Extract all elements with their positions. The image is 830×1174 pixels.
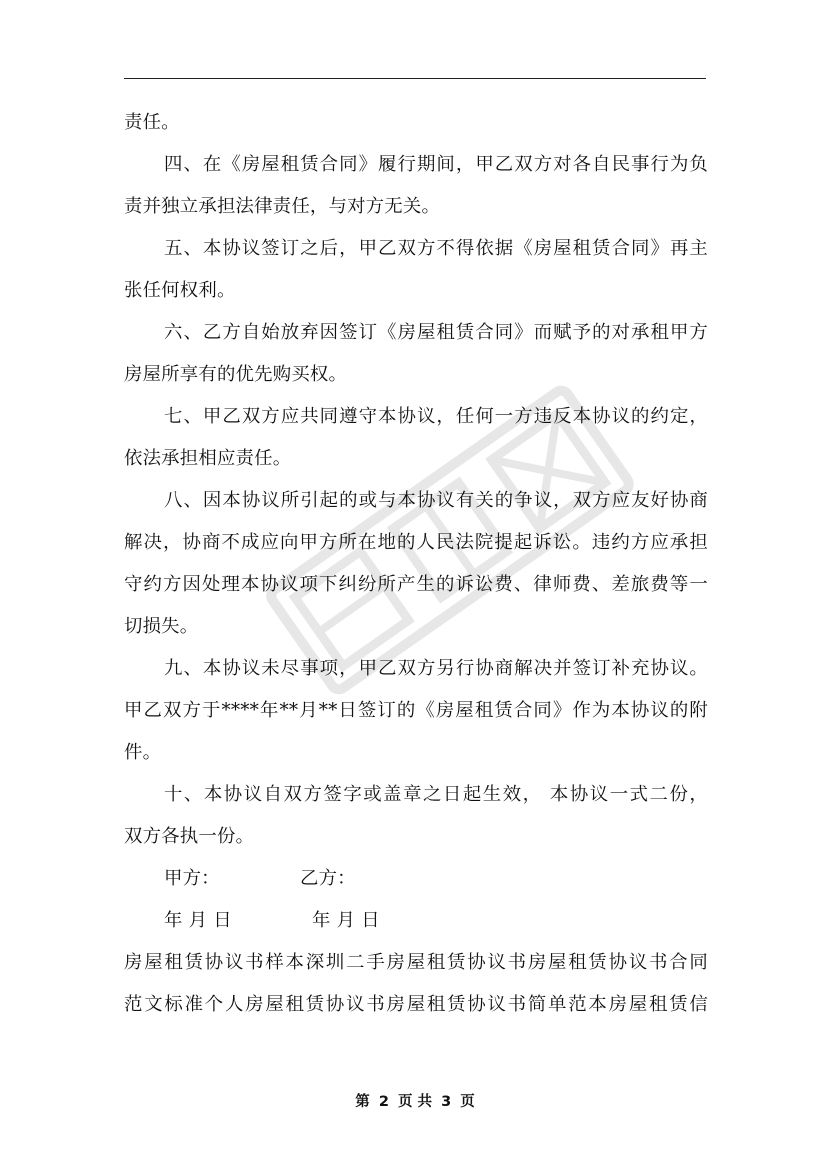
footer-current-page: 2	[378, 1094, 389, 1110]
clause-10-line-1: 十、本协议自双方签字或盖章之日起生效， 本协议一式二份，	[164, 784, 708, 805]
body-line: 责任。	[124, 112, 180, 133]
clause-4-line-1: 四、在《房屋租赁合同》履行期间，甲乙双方对各自民事行为负	[164, 154, 708, 175]
clause-7-line-1: 七、甲乙双方应共同遵守本协议，任何一方违反本协议的约定，	[164, 406, 708, 427]
clause-5-line-2: 张任何权利。	[124, 280, 236, 301]
clause-8-line-2: 解决，协商不成应向甲方所在地的人民法院提起诉讼。违约方应承担	[124, 532, 708, 553]
clause-6-line-2: 房屋所享有的优先购买权。	[124, 364, 348, 385]
clause-6-line-1: 六、乙方自始放弃因签订《房屋租赁合同》而赋予的对承租甲方	[164, 322, 708, 343]
party-a-date: 年 月 日	[164, 910, 232, 931]
clause-7-line-2: 依法承担相应责任。	[124, 448, 292, 469]
related-links-line-2: 范文标准个人房屋租赁协议书房屋租赁协议书简单范本房屋租赁信	[124, 994, 708, 1015]
clause-9-line-3: 件。	[124, 742, 162, 763]
footer-prefix: 第	[355, 1094, 370, 1110]
footer-total-pages: 3	[441, 1094, 452, 1110]
document-body	[124, 102, 708, 1026]
header-rule	[124, 78, 706, 79]
clause-10-line-2: 双方各执一份。	[124, 826, 255, 847]
clause-5-line-1: 五、本协议签订之后，甲乙双方不得依据《房屋租赁合同》再主	[164, 238, 708, 259]
date-row	[124, 900, 708, 942]
clause-8-line-1: 八、因本协议所引起的或与本协议有关的争议，双方应友好协商	[164, 490, 708, 511]
clause-9-line-2: 甲乙双方于****年**月**日签订的《房屋租赁合同》作为本协议的附	[124, 700, 708, 721]
party-b-label: 乙方：	[300, 868, 356, 889]
party-a-label: 甲方：	[164, 868, 220, 889]
footer-middle: 页 共	[397, 1094, 433, 1110]
page-footer	[0, 1090, 830, 1111]
footer-suffix: 页	[460, 1094, 475, 1110]
signature-row	[124, 858, 708, 900]
clause-9-line-1: 九、本协议未尽事项，甲乙双方另行协商解决并签订补充协议。	[164, 658, 708, 679]
clause-4-line-2: 责并独立承担法律责任，与对方无关。	[124, 196, 441, 217]
clause-8-line-3: 守约方因处理本协议项下纠纷所产生的诉讼费、律师费、差旅费等一	[124, 574, 708, 595]
clause-8-line-4: 切损失。	[124, 616, 199, 637]
party-b-date: 年 月 日	[312, 910, 380, 931]
related-links-line-1: 房屋租赁协议书样本深圳二手房屋租赁协议书房屋租赁协议书合同	[124, 952, 708, 973]
